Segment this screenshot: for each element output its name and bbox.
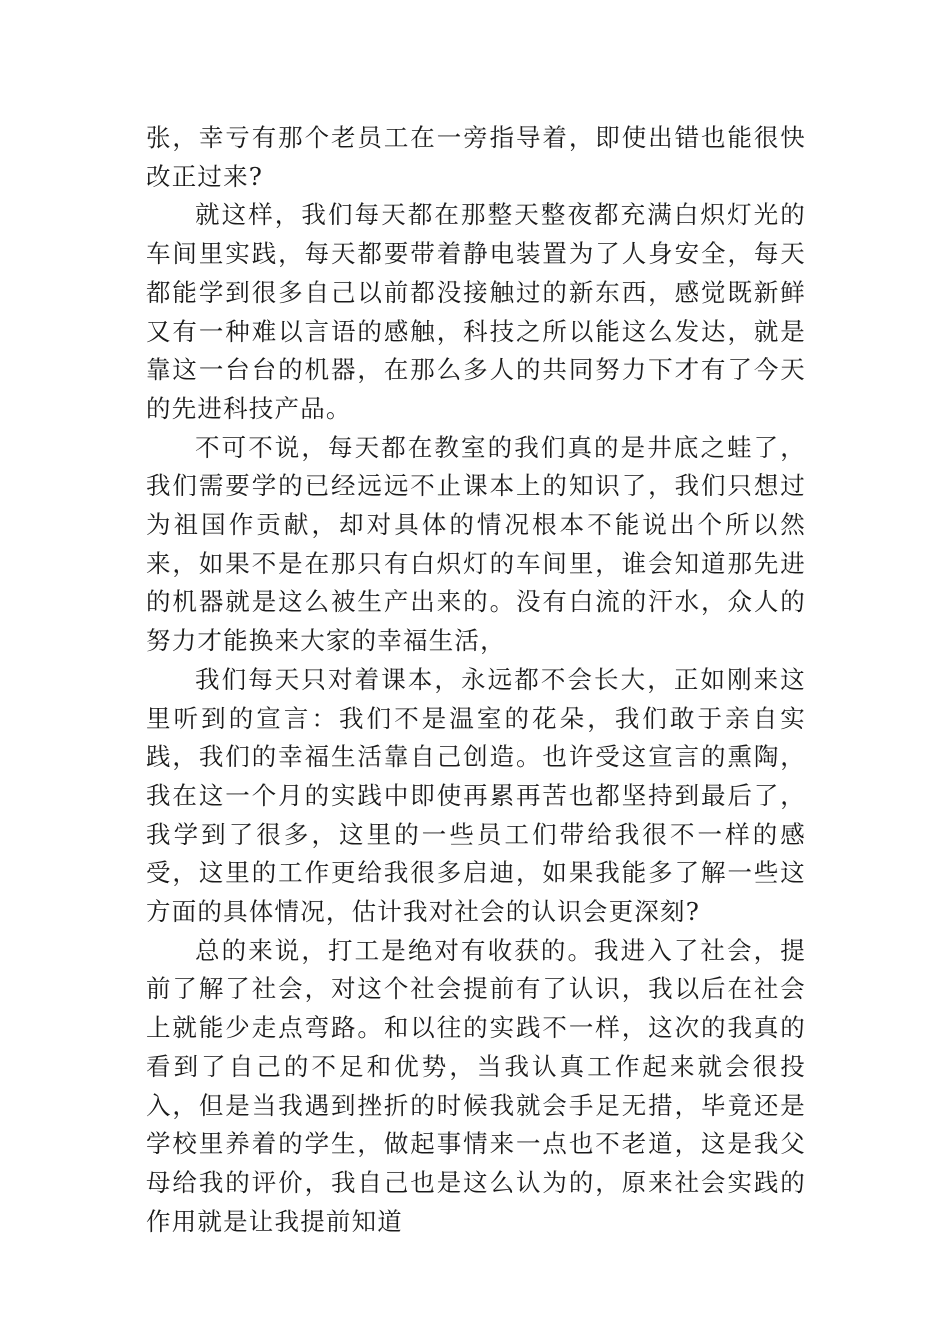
paragraph-workshop-practice: 就这样，我们每天都在那整天整夜都充满白炽灯光的车间里实践，每天都要带着静电装置为了人身安全，每天都能学到很多自己以前都没接触过的新东西，感觉既新鲜又有一种难以言语的感触，科技之所以能这么发达，就是靠这一台台的机器，在那么多人的共同努力下才有了今天的先进科技产品。 [146, 200, 806, 423]
paragraph-summary: 总的来说，打工是绝对有收获的。我进入了社会，提前了解了社会，对这个社会提前有了认识，我以后在社会上就能少走点弯路。和以往的实践不一样，这次的我真的看到了自己的不足和优势，当我认真工作起来就会很投入，但是当我遇到挫折的时候我就会手足无措，毕竟还是学校里养着的学生，做起事情来一点也不老道，这是我父母给我的评价，我自己也是这么认为的，原来社会实践的作用就是让我提前知道 [146, 935, 806, 1236]
paragraph-continuation: 张，幸亏有那个老员工在一旁指导着，即使出错也能很快改正过来? [146, 123, 806, 191]
document-body [146, 119, 806, 1241]
paragraph-declaration: 我们每天只对着课本，永远都不会长大，正如刚来这里听到的宣言：我们不是温室的花朵，我们敢于亲自实践，我们的幸福生活靠自己创造。也许受这宣言的熏陶，我在这一个月的实践中即使再累再苦也都坚持到最后了，我学到了很多，这里的一些员工们带给我很不一样的感受，这里的工作更给我很多启迪，如果我能多了解一些这方面的具体情况，估计我对社会的认识会更深刻? [146, 664, 806, 927]
paragraph-well-frog: 不可不说，每天都在教室的我们真的是井底之蛙了，我们需要学的已经远远不止课本上的知识了，我们只想过为祖国作贡献，却对具体的情况根本不能说出个所以然来，如果不是在那只有白炽灯的车间里，谁会知道那先进的机器就是这么被生产出来的。没有白流的汗水，众人的努力才能换来大家的幸福生活， [146, 432, 806, 656]
